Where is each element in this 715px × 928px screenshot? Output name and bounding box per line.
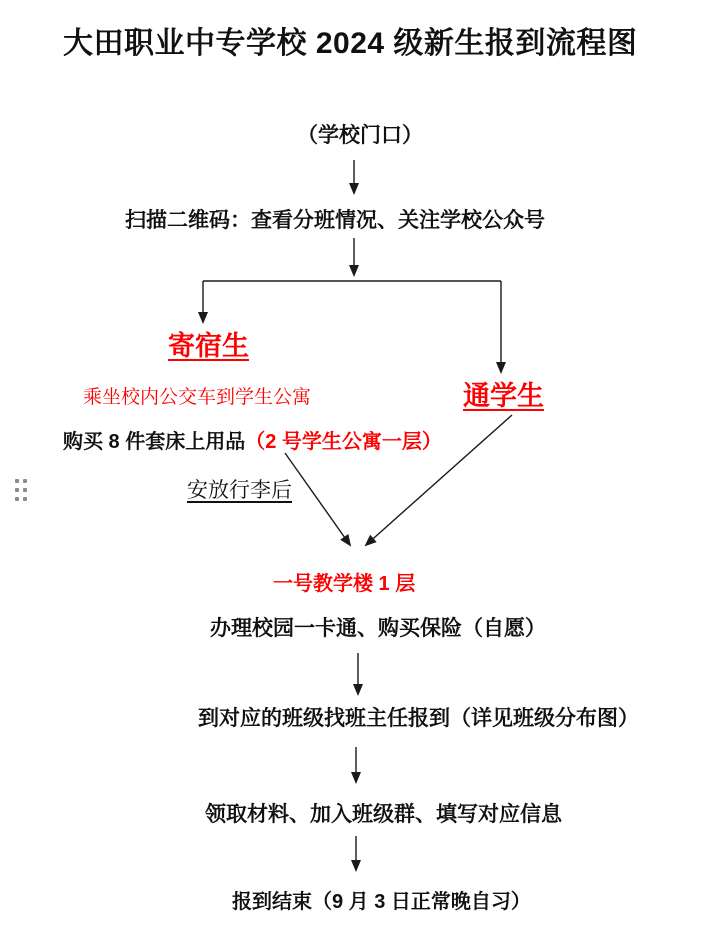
flow-node-bedding: [63, 431, 442, 454]
flow-node-day-students: 通学生: [463, 381, 544, 411]
flow-node-campus-card: 办理校园一卡通、购买保险（自愿）: [210, 617, 546, 640]
flow-node-materials: 领取材料、加入班级群、填写对应信息: [205, 803, 562, 826]
flow-node-boarding-students: 寄宿生: [168, 331, 249, 361]
arrow-boarder-to-building: [285, 453, 350, 545]
flow-node-teaching-building: 一号教学楼 1 层: [273, 573, 416, 595]
flow-node-classroom-report: 到对应的班级找班主任报到（详见班级分布图）: [198, 707, 639, 730]
bedding-text: 购买 8 件套床上用品: [63, 431, 246, 453]
flow-node-start: （学校门口）: [297, 124, 423, 147]
bedding-location-note: （2 号学生公寓一层）: [245, 431, 442, 453]
flow-node-end: 报到结束（9 月 3 日正常晚自习）: [232, 891, 531, 913]
page-title: 大田职业中专学校 2024 级新生报到流程图: [63, 27, 638, 60]
flow-node-scan-qrcode: 扫描二维码：查看分班情况、关注学校公众号: [125, 209, 545, 232]
flow-node-campus-bus: 乘坐校内公交车到学生公寓: [83, 387, 312, 408]
flow-node-luggage: 安放行李后: [187, 479, 292, 502]
drag-handle-icon[interactable]: [15, 479, 27, 501]
